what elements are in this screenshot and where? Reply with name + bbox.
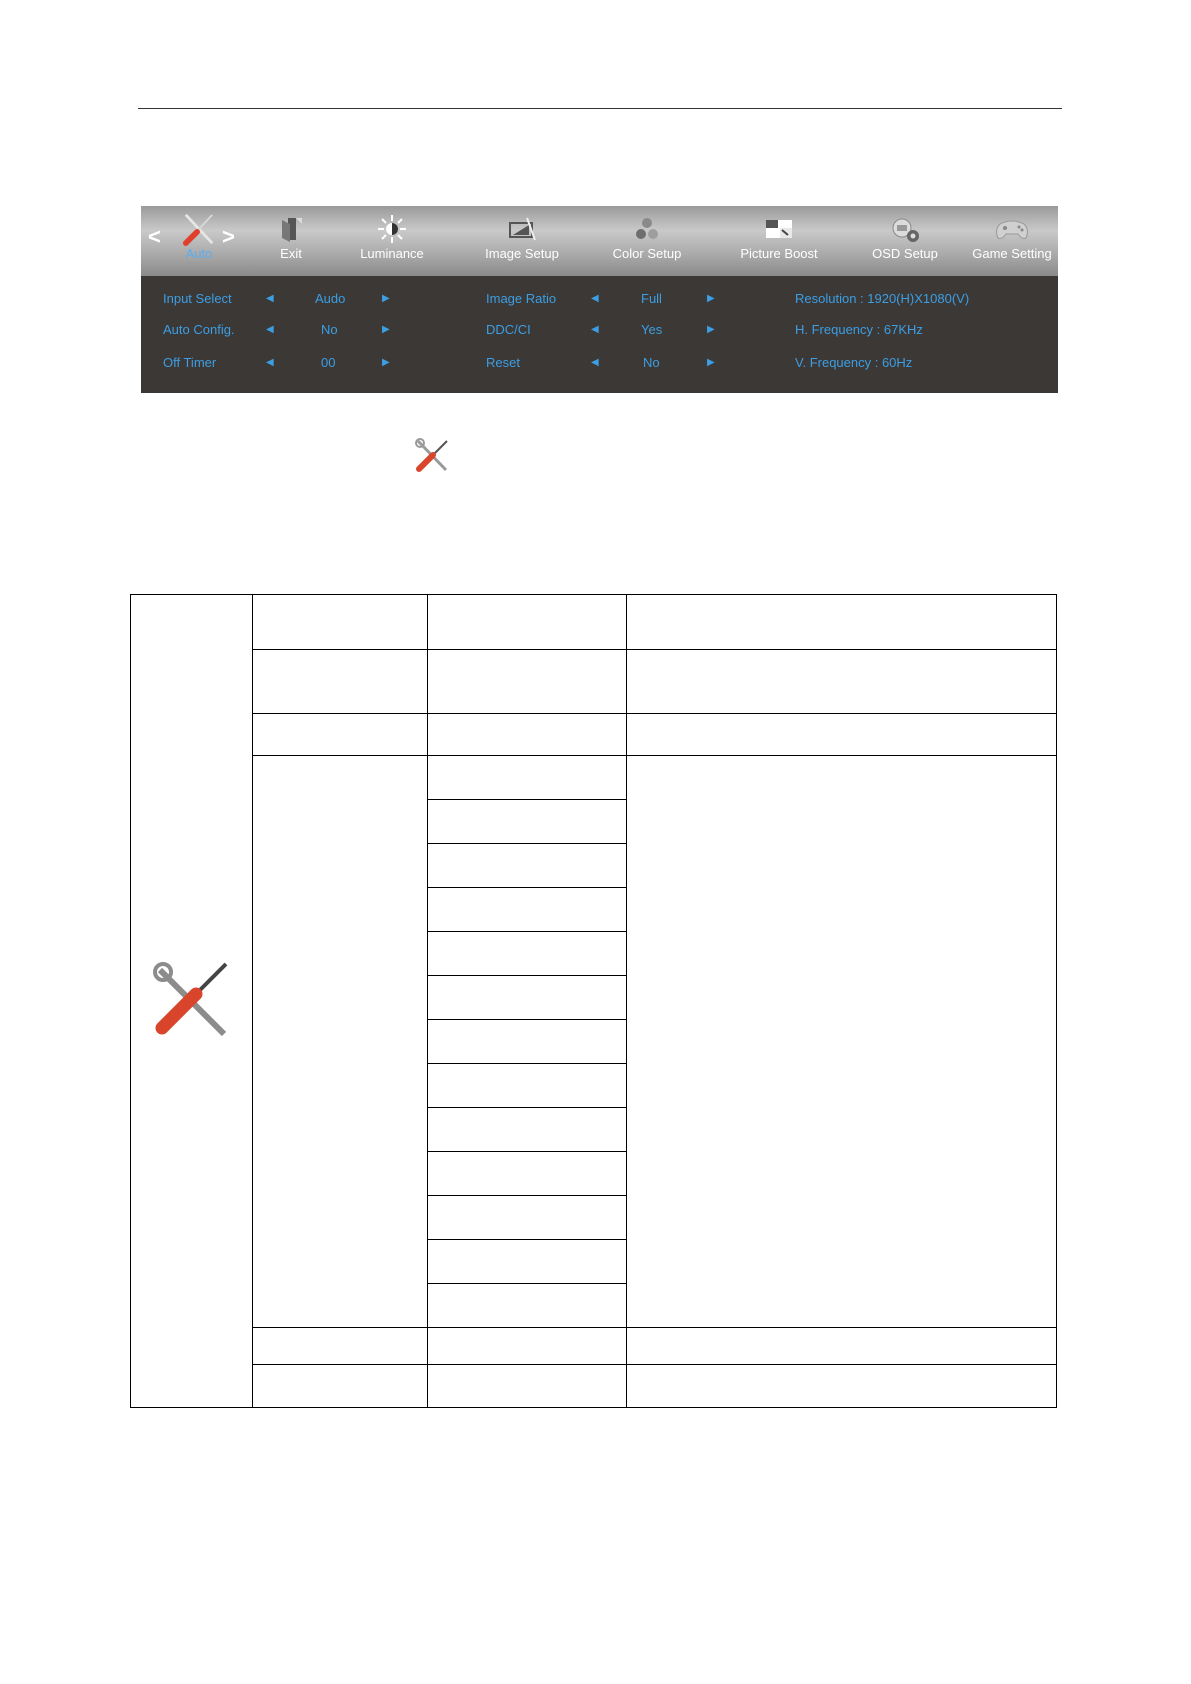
table-cell [428,714,627,756]
tab-label: Picture Boost [740,246,818,261]
osd-item-auto-config[interactable]: Auto Config. [163,322,235,337]
osd-setup-icon [887,212,923,246]
osd-tab-bar [141,206,1058,276]
tab-label: OSD Setup [872,246,938,261]
osd-value: No [643,355,660,370]
tools-icon [179,212,219,246]
osd-menu [141,206,1058,393]
osd-item-image-ratio[interactable]: Image Ratio [486,291,557,306]
osd-item-ddc-ci[interactable]: DDC/CI [486,322,531,337]
table-cell [627,756,1057,1328]
table-cell [428,932,627,976]
tab-game-setting[interactable] [969,212,1055,274]
tab-image-setup[interactable] [477,212,567,274]
table-cell [428,1328,627,1365]
right-arrow-icon[interactable]: ▶ [707,357,715,368]
tab-picture-boost[interactable] [729,212,829,274]
tab-osd-setup[interactable] [865,212,945,274]
exit-icon [276,212,306,246]
table-cell [627,714,1057,756]
left-arrow-icon[interactable]: ◀ [591,357,599,368]
right-arrow-icon[interactable]: ▶ [382,357,390,368]
table-cell [428,888,627,932]
right-arrow-icon[interactable]: ▶ [707,293,715,304]
table-cell [428,1064,627,1108]
table-cell [627,650,1057,714]
table-cell [428,756,627,800]
table-cell [253,756,428,1328]
table-cell [627,1328,1057,1365]
tab-exit[interactable] [261,212,321,274]
header-rule [138,108,1062,109]
osd-value: No [321,322,338,337]
left-arrow-icon[interactable]: ◀ [266,324,274,335]
table-cell [428,1152,627,1196]
osd-item-off-timer[interactable]: Off Timer [163,355,217,370]
osd-info-resolution: Resolution : 1920(H)X1080(V) [795,291,970,306]
right-arrow-icon[interactable]: ▶ [382,293,390,304]
osd-item-reset[interactable]: Reset [486,355,520,370]
osd-value: Audo [315,291,346,306]
table-icon-cell [131,595,253,1408]
table-cell [428,595,627,650]
table-cell [253,650,428,714]
table-cell [253,714,428,756]
tab-label: Luminance [360,246,424,261]
table-cell [428,976,627,1020]
osd-item-input-select[interactable]: Input Select [163,291,232,306]
table-cell [627,1365,1057,1408]
table-cell [253,595,428,650]
left-arrow-icon[interactable]: ◀ [591,293,599,304]
tab-color-setup[interactable] [607,212,687,274]
osd-value: Yes [641,322,663,337]
tab-label: Color Setup [612,246,682,261]
table-cell [428,650,627,714]
left-arrow-icon[interactable]: ◀ [591,324,599,335]
right-arrow-icon[interactable]: ▶ [707,324,715,335]
nav-left-arrow[interactable]: < [148,224,161,249]
tab-label: Game Setting [972,246,1052,261]
gamepad-icon [992,212,1032,246]
table-cell [428,844,627,888]
table-cell [627,595,1057,650]
osd-info-v-frequency: V. Frequency : 60Hz [795,355,913,370]
tab-auto[interactable] [169,212,229,274]
table-cell [428,1284,627,1328]
tab-label: Exit [280,246,302,261]
left-arrow-icon[interactable]: ◀ [266,357,274,368]
osd-value: 00 [321,355,336,370]
table-cell [428,1196,627,1240]
tab-label: Image Setup [485,246,559,261]
tools-icon [150,958,234,1042]
tools-icon [413,437,451,475]
picture-boost-icon [762,212,796,246]
left-arrow-icon[interactable]: ◀ [266,293,274,304]
table-cell [428,800,627,844]
right-arrow-icon[interactable]: ▶ [382,324,390,335]
osd-info-h-frequency: H. Frequency : 67KHz [795,322,923,337]
table-cell [253,1328,428,1365]
tab-label: Auto [185,246,213,261]
table-cell [428,1020,627,1064]
table-cell [428,1240,627,1284]
tab-luminance[interactable] [356,212,428,274]
table-cell [428,1108,627,1152]
color-setup-icon [630,212,664,246]
nav-right-arrow[interactable]: > [222,224,235,249]
osd-value: Full [641,291,662,306]
image-setup-icon [505,212,539,246]
sun-icon [375,212,409,246]
settings-table [130,594,1057,1408]
table-cell [253,1365,428,1408]
table-cell [428,1365,627,1408]
